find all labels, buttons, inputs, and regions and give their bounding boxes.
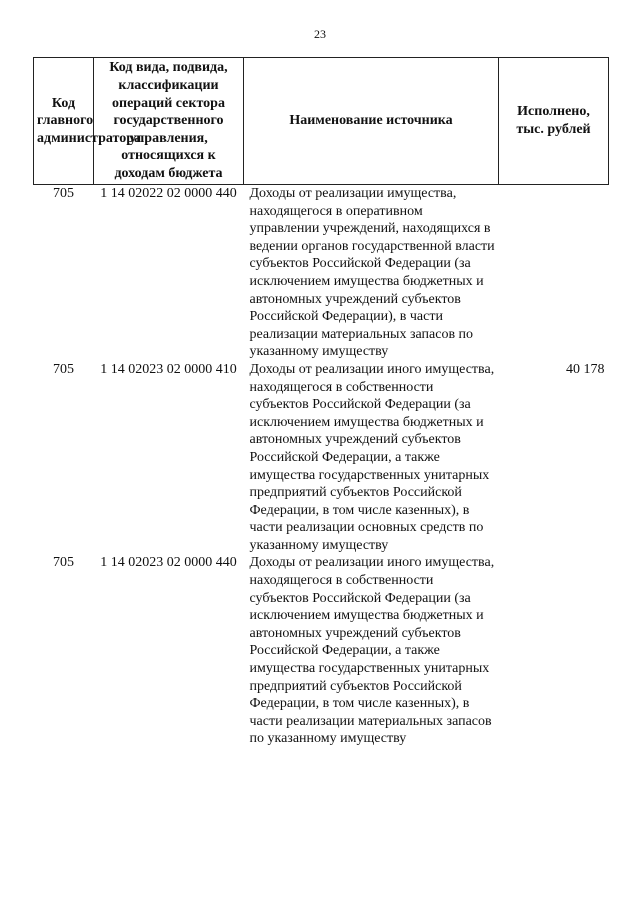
cell-classification-code: 1 14 02023 02 0000 410 (100, 361, 237, 377)
page-number: 23 (314, 27, 326, 41)
table-row (34, 554, 609, 748)
table-row (34, 185, 609, 361)
header-classification-code: Код вида, подвида, классификации операций сектора государственного управления, относящихся к доходам бюджета (94, 58, 244, 185)
cell-executed-amount (499, 554, 609, 748)
cell-admin-code: 705 (53, 361, 74, 377)
cell-source-name: Доходы от реализации иного имущества, находящегося в собственности субъектов Российской Федерации (за исключением имущества бюджетных и автономных учреждений субъектов Российской Федерации, а также имущества государственных унитарных предприятий субъектов Российской Федерации, в том числе казенных), в части реализации основных средств по указанному имуществу (249, 361, 495, 553)
header-admin-code: Код главного администратора (34, 58, 94, 185)
header-source-name: Наименование источника (244, 58, 499, 185)
cell-source-name: Доходы от реализации иного имущества, находящегося в собственности субъектов Российской Федерации (за исключением имущества бюджетных и автономных учреждений субъектов Российской Федерации, а также имущества государственных унитарных предприятий субъектов Российской Федерации, в том числе казенных), в части реализации материальных запасов по указанному имуществу (249, 555, 495, 747)
cell-admin-code: 705 (53, 555, 74, 571)
cell-source-name: Доходы от реализации имущества, находящегося в оперативном управлении учреждений, находящихся в ведении органов государственной власти субъектов Российской Федерации (за исключением имущества бюджетных и автономных учреждений субъектов Российской Федерации), в части реализации материальных запасов по указанному имуществу (249, 186, 495, 360)
table-header-row (34, 58, 609, 185)
cell-executed-amount (499, 185, 609, 361)
cell-classification-code: 1 14 02022 02 0000 440 (100, 186, 237, 201)
cell-executed-amount: 40 178 (566, 361, 605, 377)
table-row (34, 361, 609, 555)
revenue-table (33, 57, 609, 748)
header-executed-amount: Исполнено, тыс. рублей (499, 58, 609, 185)
cell-classification-code: 1 14 02023 02 0000 440 (100, 555, 237, 571)
cell-admin-code: 705 (53, 186, 74, 201)
